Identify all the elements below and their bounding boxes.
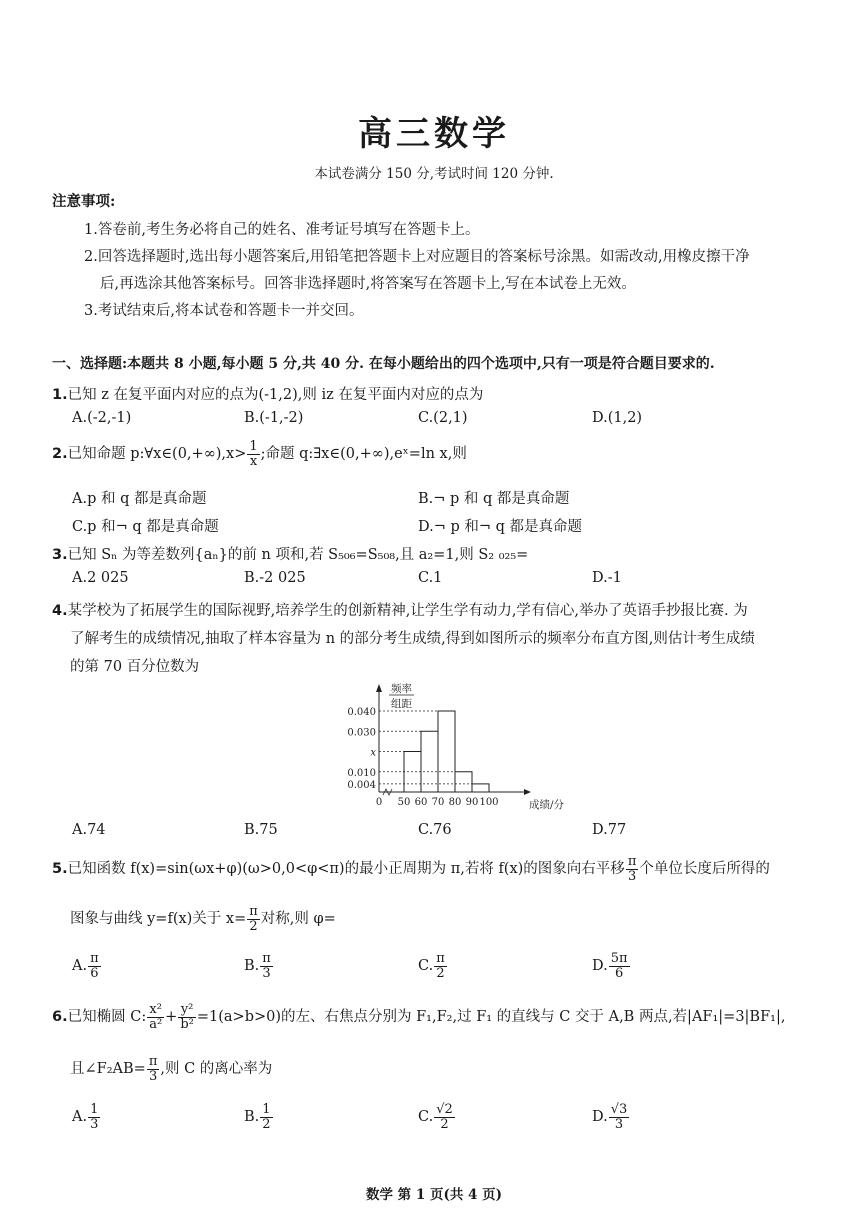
q3-option-a: A.2 025 <box>72 570 129 586</box>
question-number: 1. <box>52 387 68 403</box>
question-text: 已知命题 p:∀x∈(0,+∞),x> <box>67 446 247 463</box>
question-number: 2. <box>52 446 68 463</box>
x-tick-label: 100 <box>479 797 499 808</box>
question-text-cont: =1(a>b>0)的左、右焦点分别为 F₁,F₂,过 F₁ 的直线与 C 交于 A,B 两点,若|AF₁|=3|BF₁|, <box>196 1009 786 1026</box>
y-tick-label: 0.040 <box>347 707 376 718</box>
question-6-line-2 <box>70 1055 272 1083</box>
histogram-bar <box>472 784 489 792</box>
notice-heading: 注意事项: <box>52 193 116 210</box>
histogram-bar <box>421 731 438 792</box>
q3-option-d: D.-1 <box>592 570 622 586</box>
y-axis-label-bottom: 组距 <box>391 698 412 710</box>
q2-option-d: D.¬ p 和¬ q 都是真命题 <box>418 519 583 535</box>
histogram-bar <box>438 711 455 792</box>
fraction: $\frac{\text{y²}}{\text{b²}}$ <box>180 1002 194 1032</box>
q3-option-b: B.-2 025 <box>244 570 306 586</box>
question-number: 3. <box>52 547 68 563</box>
question-5 <box>52 855 770 883</box>
x-axis-label: 成绩/分 <box>529 799 565 811</box>
question-number: 4. <box>52 603 68 619</box>
question-3 <box>52 543 528 564</box>
q5-option-c: C. $\frac{\pi}{2}$ <box>418 951 445 981</box>
notice-item-3: 3.考试结束后,将本试卷和答题卡一并交回。 <box>84 303 364 319</box>
page-footer: 数学 第 1 页(共 4 页) <box>365 1187 503 1203</box>
x-tick-label: 0 <box>375 797 383 808</box>
x-tick-label: 60 <box>414 797 428 808</box>
fraction: $\frac{1}{x}$ <box>249 439 258 469</box>
q6-option-d: D. $\frac{√3}{3}$ <box>592 1102 628 1132</box>
notice-item-2: 2.回答选择题时,选出每小题答案后,用铅笔把答题卡上对应题目的答案标号涂黑。如需改动,用橡皮擦干净 <box>84 249 750 265</box>
notice-item-1: 1.答卷前,考生务必将自己的姓名、准考证号填写在答题卡上。 <box>84 222 480 238</box>
q4-option-b: B.75 <box>244 822 278 838</box>
q5-option-b: B. $\frac{\pi}{3}$ <box>244 951 271 981</box>
axis-break-mark <box>383 789 392 795</box>
question-number: 6. <box>52 1009 68 1026</box>
question-text: 已知 Sₙ 为等差数列{aₙ}的前 n 项和,若 S₅₀₆=S₅₀₈,且 a₂=1,则 S₂ ₀₂₅= <box>67 547 529 563</box>
x-tick-label: 70 <box>431 797 445 808</box>
exam-info: 本试卷满分 150 分,考试时间 120 分钟. <box>314 166 554 182</box>
q2-option-c: C.p 和¬ q 都是真命题 <box>72 519 219 535</box>
q6-option-a: A. $\frac{1}{3}$ <box>72 1102 99 1132</box>
question-4-line-3: 的第 70 百分位数为 <box>70 659 200 675</box>
x-tick-label: 90 <box>465 797 479 808</box>
fraction: $\frac{\text{x²}}{\text{a²}}$ <box>149 1002 163 1032</box>
q1-option-a: A.(-2,-1) <box>72 410 132 426</box>
question-text: 图象与曲线 y=f(x)关于 x= <box>70 911 247 928</box>
q6-option-b: B. $\frac{1}{2}$ <box>244 1102 271 1132</box>
y-axis-arrow <box>376 684 382 692</box>
question-text: 已知函数 f(x)=sin(ωx+φ)(ω>0,0<φ<π)的最小正周期为 π,若将 f(x)的图象向右平移 <box>67 861 625 878</box>
y-tick-label: 0.030 <box>347 727 376 739</box>
question-1 <box>52 383 483 404</box>
question-4-line-2: 了解考生的成绩情况,抽取了样本容量为 n 的部分考生成绩,得到如图所示的频率分布直方图,则估计考生成绩 <box>70 631 755 647</box>
question-text: 已知椭圆 C: <box>67 1009 147 1026</box>
question-number: 5. <box>52 861 68 878</box>
question-2 <box>52 440 467 468</box>
y-tick-label: 0.010 <box>347 767 376 779</box>
question-text-cont: 个单位长度后所得的 <box>639 861 770 878</box>
q2-option-b: B.¬ p 和 q 都是真命题 <box>418 491 570 507</box>
question-text-cont: 对称,则 φ= <box>260 911 336 928</box>
q3-option-c: C.1 <box>418 570 443 586</box>
q2-option-a: A.p 和 q 都是真命题 <box>72 491 207 507</box>
q4-option-c: C.76 <box>418 822 452 838</box>
q6-option-c: C. $\frac{√2}{2}$ <box>418 1102 453 1132</box>
section-heading: 一、选择题:本题共 8 小题,每小题 5 分,共 40 分. 在每小题给出的四个选项中,只有一项是符合题目要求的. <box>52 356 715 372</box>
q1-option-d: D.(1,2) <box>592 410 643 426</box>
histogram-bar <box>455 772 472 792</box>
fraction: $\frac{\pi}{2}$ <box>249 904 258 934</box>
question-4 <box>52 599 748 620</box>
q5-option-d: D. $\frac{5\pi}{6}$ <box>592 951 628 981</box>
x-tick-label: 80 <box>448 797 462 808</box>
question-text-cont: ;命题 q:∃x∈(0,+∞),eˣ=ln x,则 <box>260 446 467 463</box>
question-text: 已知 z 在复平面内对应的点为(-1,2),则 iz 在复平面内对应的点为 <box>67 387 484 403</box>
fraction: $\frac{\pi}{3}$ <box>148 1054 158 1084</box>
question-5-line-2 <box>70 905 336 933</box>
q5-option-a: A. $\frac{\pi}{6}$ <box>72 951 99 981</box>
question-6: 6.已知椭圆 C: $\frac{\text{x²}}{\text{a²}}$ + $\frac{\text{y²}}{\text{b²}}$ =1(a>b>0)的左、右焦点分别为 F₁,F₂,过 F₁ 的直线与 C 交于 A,B 两点,若|AF₁|=3|BF₁|, <box>52 1002 786 1032</box>
question-text-cont: ,则 C 的离心率为 <box>160 1061 273 1078</box>
q4-option-d: D.77 <box>592 822 627 838</box>
q1-option-c: C.(2,1) <box>418 410 468 426</box>
x-tick-label: 50 <box>397 797 411 808</box>
y-tick-label: 0.004 <box>347 779 376 791</box>
fraction: $\frac{\pi}{3}$ <box>627 854 637 884</box>
y-axis-label-top: 频率 <box>391 683 412 695</box>
notice-item-2-cont: 后,再选涂其他答案标号。回答非选择题时,将答案写在答题卡上,写在本试卷上无效。 <box>100 276 636 292</box>
q1-option-b: B.(-1,-2) <box>244 410 304 426</box>
y-tick-label: x <box>370 747 376 759</box>
q4-option-a: A.74 <box>72 822 106 838</box>
frequency-histogram <box>330 678 565 814</box>
page-title: 高三数学 <box>358 114 510 154</box>
x-axis-arrow <box>524 789 531 795</box>
question-text: 某学校为了拓展学生的国际视野,培养学生的创新精神,让学生学有动力,学有信心,举办了英语手抄报比赛. 为 <box>67 603 748 619</box>
question-text: 且∠F₂AB= <box>70 1061 146 1078</box>
